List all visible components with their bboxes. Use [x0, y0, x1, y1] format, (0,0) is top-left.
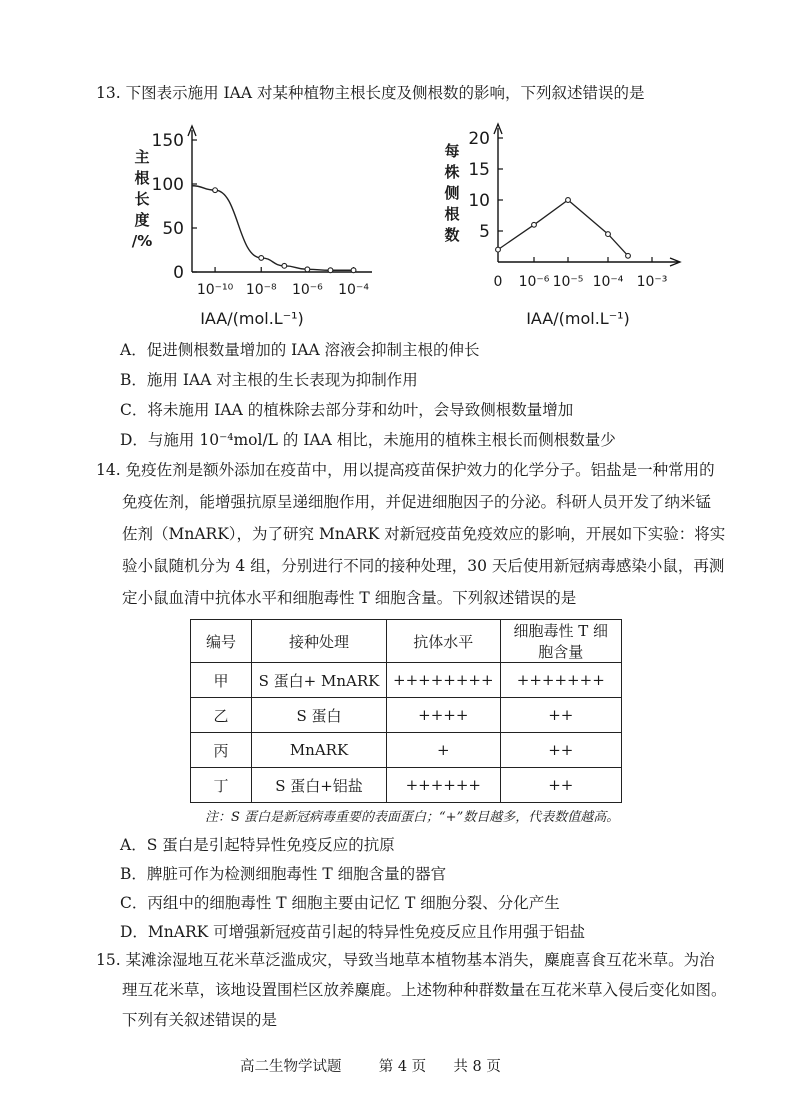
q14-stem-line-4: 验小鼠随机分为 4 组，分别进行不同的接种处理，30 天后使用新冠病毒感染小鼠，再测 — [122, 557, 725, 575]
data-point — [532, 222, 537, 227]
table-cell: ++ — [500, 768, 621, 803]
page-footer — [240, 1055, 560, 1076]
q14-experiment-table — [190, 619, 622, 803]
y-axis-label: 根 — [444, 205, 460, 223]
x-tick-label: 10⁻⁸ — [245, 282, 277, 298]
data-point — [259, 256, 264, 261]
q14-stem-line-3: 佐剂（MnARK），为了研究 MnARK 对新冠疫苗免疫效应的影响，开展如下实验：将实 — [122, 525, 726, 543]
table-cell: 乙 — [191, 698, 252, 733]
table-cell: S 蛋白+铝盐 — [252, 768, 387, 803]
table-row — [191, 768, 622, 803]
y-axis-label: 主 — [134, 148, 150, 166]
data-point — [305, 267, 310, 272]
table-row — [191, 698, 622, 733]
data-point — [351, 268, 356, 273]
y-axis-label: 度 — [134, 211, 150, 229]
q15-stem-line-3: 下列有关叙述错误的是 — [122, 1011, 278, 1029]
table-cell: S 蛋白+ MnARK — [252, 663, 387, 698]
q14-option-d: D．MnARK 可增强新冠疫苗引起的特异性免疫反应且作用强于铝盐 — [120, 923, 586, 941]
chart-main-root-length — [120, 110, 390, 340]
table-cell: ++++++ — [387, 768, 501, 803]
y-tick-label: 15 — [468, 160, 490, 180]
data-point — [496, 247, 501, 252]
y-tick-label: 10 — [468, 191, 490, 211]
x-tick-label: 10⁻⁴ — [338, 282, 369, 298]
table-cell: +++++++ — [500, 663, 621, 698]
table-cell: 丙 — [191, 733, 252, 768]
y-axis-label: /% — [131, 232, 153, 250]
data-point — [328, 268, 333, 273]
table-cell: 丁 — [191, 768, 252, 803]
table-row — [191, 733, 622, 768]
q14-number: 14. — [96, 461, 121, 479]
y-tick-label: 100 — [151, 175, 184, 195]
data-point — [282, 263, 287, 268]
table-cell: ++++ — [387, 698, 501, 733]
q14-options — [120, 835, 585, 951]
y-tick-label: 150 — [151, 131, 184, 151]
x-tick-label: 10⁻⁵ — [552, 274, 584, 290]
table-header-cell: 细胞毒性 T 细胞含量 — [500, 620, 621, 663]
footer-subject: 高二生物学试题 — [240, 1059, 342, 1075]
data-point — [213, 188, 218, 193]
q14-stem-line-2: 免疫佐剂，能增强抗原呈递细胞作用，并促进细胞因子的分泌。科研人员开发了纳米锰 — [122, 493, 712, 511]
y-tick-label: 5 — [479, 222, 490, 242]
table-header-cell: 编号 — [191, 620, 252, 663]
q14-option-c: C．丙组中的细胞毒性 T 细胞主要由记忆 T 细胞分裂、分化产生 — [120, 894, 560, 912]
table-row — [191, 663, 622, 698]
series-line — [192, 186, 354, 270]
y-axis-label: 长 — [134, 190, 150, 208]
q13-number: 13. — [96, 84, 121, 102]
table-header-cell: 抗体水平 — [387, 620, 501, 663]
footer-total-pages: 共 8 页 — [453, 1059, 501, 1075]
q15-stem-line-2: 理互花米草，该地设置围栏区放养麋鹿。上述物种种群数量在互花米草入侵后变化如图。 — [122, 981, 727, 999]
x-tick-label: 10⁻⁶ — [291, 282, 323, 298]
x-tick-label: 0 — [493, 274, 503, 290]
q15-stem — [96, 950, 727, 1040]
q13-option-d: D．与施用 10⁻⁴mol/L 的 IAA 相比，未施用的植株主根长而侧根数量少 — [120, 431, 616, 449]
q15-number: 15. — [96, 951, 121, 969]
q13-option-a: A．促进侧根数量增加的 IAA 溶液会抑制主根的伸长 — [120, 341, 480, 359]
x-axis-label: IAA/(mol.L⁻¹) — [526, 309, 630, 328]
table-cell: ++ — [500, 698, 621, 733]
q14-stem-line-1: 免疫佐剂是额外添加在疫苗中，用以提高疫苗保护效力的化学分子。铝盐是一种常用的 — [125, 461, 715, 479]
table-header-row — [191, 620, 622, 663]
x-tick-label: 10⁻⁴ — [592, 274, 624, 290]
y-tick-label: 20 — [468, 129, 490, 149]
x-axis-label: IAA/(mol.L⁻¹) — [200, 309, 304, 328]
q14-option-a: A．S 蛋白是引起特异性免疫反应的抗原 — [120, 836, 395, 854]
footer-page-number: 第 4 页 — [378, 1059, 427, 1075]
q13-option-b: B．施用 IAA 对主根的生长表现为抑制作用 — [120, 371, 418, 389]
y-axis-label: 株 — [444, 163, 460, 181]
q14-stem — [96, 460, 725, 620]
chart-lateral-root-count — [430, 110, 690, 340]
q13-option-c: C．将未施用 IAA 的植株除去部分芽和幼叶，会导致侧根数量增加 — [120, 401, 574, 419]
y-axis-label: 侧 — [444, 184, 460, 202]
data-point — [626, 253, 631, 258]
table-cell: ++++++++ — [387, 663, 501, 698]
q14-option-b: B．脾脏可作为检测细胞毒性 T 细胞含量的器官 — [120, 865, 447, 883]
x-tick-label: 10⁻⁶ — [518, 274, 550, 290]
x-tick-label: 10⁻¹⁰ — [196, 282, 234, 298]
table-cell: S 蛋白 — [252, 698, 387, 733]
chart2-plot — [443, 124, 680, 328]
q14-stem-line-5: 定小鼠血清中抗体水平和细胞毒性 T 细胞含量。下列叙述错误的是 — [122, 589, 577, 607]
y-tick-label: 50 — [162, 219, 184, 239]
y-axis-label: 数 — [444, 226, 460, 244]
table-cell: ++ — [500, 733, 621, 768]
q13-stem-text: 下图表示施用 IAA 对某种植物主根长度及侧根数的影响，下列叙述错误的是 — [125, 84, 645, 102]
data-point — [606, 232, 611, 237]
series-line — [498, 200, 628, 256]
y-axis-label: 根 — [134, 169, 150, 187]
y-tick-label: 0 — [173, 263, 184, 283]
table-cell: 甲 — [191, 663, 252, 698]
table-cell: + — [387, 733, 501, 768]
q13-options — [120, 340, 616, 460]
q15-stem-line-1: 某滩涂湿地互花米草泛滥成灾，导致当地草本植物基本消失，麋鹿喜食互花米草。为治 — [125, 951, 715, 969]
q13-stem — [96, 83, 644, 103]
y-axis-label: 每 — [444, 142, 460, 160]
data-point — [566, 198, 571, 203]
q14-table-note: 注：S 蛋白是新冠病毒重要的表面蛋白；“+”数目越多，代表数值越高。 — [205, 810, 620, 825]
table-header-cell: 接种处理 — [252, 620, 387, 663]
x-tick-label: 10⁻³ — [636, 274, 668, 290]
chart1-plot — [132, 126, 372, 328]
table-cell: MnARK — [252, 733, 387, 768]
